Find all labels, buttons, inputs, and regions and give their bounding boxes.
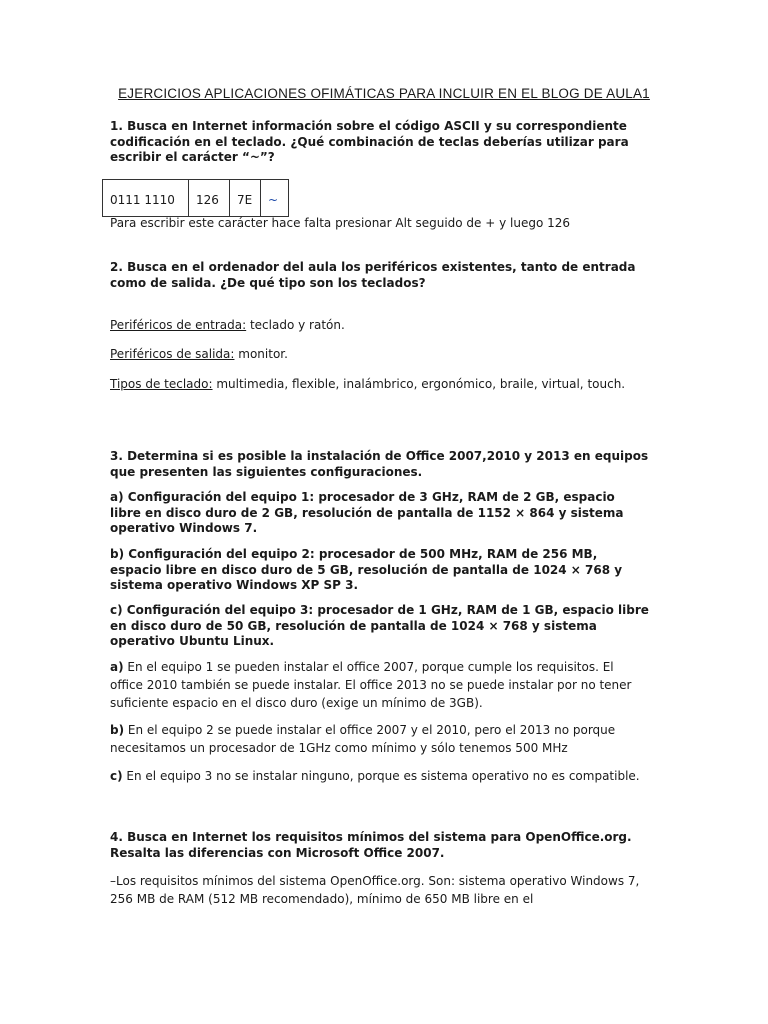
answer-3a [110,658,650,712]
answer-4: –Los requisitos mínimos del sistema OpenOffice.org. Son: sistema operativo Windows 7, 256 MB de RAM (512 MB recomendado), mínimo de 650 MB libre en el [110,874,640,906]
answer-3c-label: c) [110,769,123,783]
binary-cell: 0111 1110 [103,180,189,217]
answer-3b-label: b) [110,723,125,737]
config-equipo-1: a) Configuración del equipo 1: procesador de 3 GHz, RAM de 2 GB, espacio libre en disco duro de 2 GB, resolución de pantalla de 1152 × 864 y sistema operativo Windows 7. [110,490,624,535]
answer-3a-label: a) [110,660,124,674]
input-peripherals-label: Periféricos de entrada: [110,318,247,332]
question-2: 2. Busca en el ordenador del aula los periféricos existentes, tanto de entrada como de salida. ¿De qué tipo son los teclados? [110,260,636,290]
config-equipo-2: b) Configuración del equipo 2: procesador de 500 MHz, RAM de 256 MB, espacio libre en disco duro de 5 GB, resolución de pantalla de 1024 × 768 y sistema operativo Windows XP SP 3. [110,547,623,592]
answer-3b-text: En el equipo 2 se puede instalar el office 2007 y el 2010, pero el 2013 no porque necesitamos un procesador de 1GHz como mínimo y sólo tenemos 500 MHz [110,723,616,755]
character-cell: ~ [261,180,289,217]
document-title: EJERCICIOS APLICACIONES OFIMÁTICAS PARA INCLUIR EN EL BLOG DE AULA1 [118,86,650,101]
output-peripherals-line [110,345,650,363]
output-peripherals-value: monitor. [234,347,288,361]
decimal-cell: 126 [189,180,230,217]
config-equipo-3: c) Configuración del equipo 3: procesador de 1 GHz, RAM de 1 GB, espacio libre en disco duro de 50 GB, resolución de pantalla de 1024 × 768 y sistema operativo Ubuntu Linux. [110,603,649,648]
input-peripherals-line [110,316,650,334]
answer-3b [110,721,650,757]
ascii-code-table [102,179,289,217]
keyboard-types-value: multimedia, flexible, inalámbrico, ergonómico, braile, virtual, touch. [212,377,626,391]
output-peripherals-label: Periféricos de salida: [110,347,235,361]
answer-1: Para escribir este carácter hace falta presionar Alt seguido de + y luego 126 [110,216,571,230]
question-4: 4. Busca en Internet los requisitos mínimos del sistema para OpenOffice.org. Resalta las diferencias con Microsoft Office 2007. [110,830,632,860]
input-peripherals-value: teclado y ratón. [246,318,345,332]
keyboard-types-line [110,375,640,393]
question-1: 1. Busca en Internet información sobre el código ASCII y su correspondiente codificación en el teclado. ¿Qué combinación de teclas deberías utilizar para escribir el carácter “~”? [110,119,629,164]
hex-cell: 7E [230,180,261,217]
answer-3c [110,767,650,785]
answer-3a-text: En el equipo 1 se pueden instalar el office 2007, porque cumple los requisitos. El office 2010 también se puede instalar. El office 2013 no se puede instalar por no tener suficiente espacio en el disco duro (exige un mínimo de 3GB). [110,660,632,710]
keyboard-types-label: Tipos de teclado: [110,377,213,391]
answer-3c-text: En el equipo 3 no se instalar ninguno, porque es sistema operativo no es compatible. [122,769,640,783]
question-3: 3. Determina si es posible la instalación de Office 2007,2010 y 2013 en equipos que presenten las siguientes configuraciones. [110,449,649,479]
